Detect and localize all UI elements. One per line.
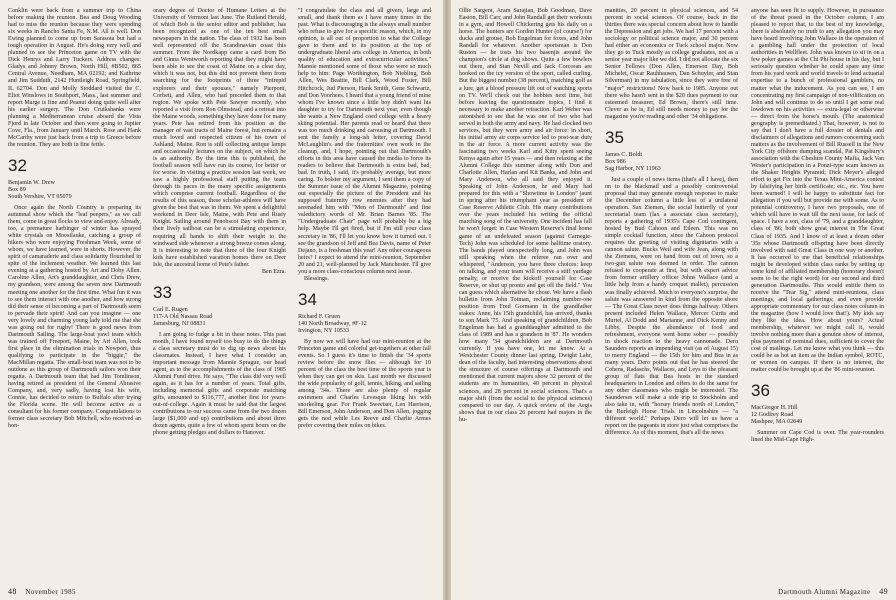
class-notes-text: Ollie Sargent, Aram Sarajian, Bob Goodman, Dave Easton, Bill Carr, and John Randall get their workouts in a gym, and Howell Chickering gets his daily on a horse. The hunters are Gordon Hunter (of course!) for ducks and grouse, Bob Engelman for foxes, and John Randall for whatever. Another sportsman is Don Ruston — he tosts his two basenjis around the champion's circle at dog shows. Quite a few bowlers out there, and Stan Nevill and Jack Corcoran are hooked on the icy version of the sport, called curling. But the biggest number (38 percent), matching golf as a lure, get a blood pressure lift out of watching sports on TV. We'll check out the hobbies next time, but before leaving the questionnaire topics, I find it necessary to make another retraction. Karl Weber was astonished to see that he was one of two who had served in both the army and navy. He had clocked two services, but they were army and air force: in short, his initial army air corps service led to post-war duty in the air force. A more current activity was the fascinating two weeks Karl and Kitty spent seeing Kenya again after 15 years — and then relaxing at the Alumni College this summer along with Don and Charlotte Allen, Harlan and Kit Banks, and John and Mary Anderson, who all said they enjoyed it. Speaking of John Anderson, he and Mary had prepared for this with a "Showtime in London" jaunt in spring after his triumphant year as president of Case Reserve Athletic Club. His many contributions over the years included his writing the official marching song of the university. One incident has fall he won't forget: in Case Western Reserve's final home game of an undefeated season (against Carnegie-Tech) John was scheduled for some halftime oratory. The bands played unexpectedly long, and John was still speaking when the referee ran over and whispered, "Anderson, you have three choices: keep on talking, and your team will receive a stiff yardage penalty, or receive the kickoff yourself for Case Reserve, or shut up pronto and get off the field." You can guess which alternative he chose. We have a flash bulletin from John Totman, reclaiming number-one position from Fred Gormann in the grandfather stakes: Anne, his 15th grandchild, has arrived, thanks to son Mark '75. And speaking of grandchildren, Bob Engelman has had a granddaughter admitted to the class of 1989 and has a grandson in '87. He wonders how many '34 grandchildren are at Dartmouth currently. If you have one, let me know. At a Westchester County dinner last spring, Dwight Lahr, dean of the faculty, had interesting observations about the structure of course offerings at Dartmouth and mentioned that current majors show 32 percent of the students are in humanities, 40 percent in physical sciences, and 28 percent in social sciences. That's a major shift (from the social to the physical sciences) compared to our day. A quick review of the Aegis shows that in our class 26 percent had majors in the hu- [459,8,592,423]
class-notes-text: "I congratulate the class and all givers, large and small, and thank them as I have many times in the past. What is discouraging is the always small number who refuse to give for a specific reason, which, in my opinion, is all out of proportion to what the College gave to them and to its position at the top of undergraduate liberal arts college in America, in both quality of education and extracurricular activities." Mannie mentioned some of those who were so much help to him: Page Worthington, Bob Niebling, Bob Allen, Wes Beattie, Bill Clark, Wood Foster, Bill Hitchcock, Jud Pierson, Hank Smith, Gene Schwartz, and Don Voorhees. I heard that a young friend of mine whom I've known since a little boy didn't want his daughter to try for Dartmouth next year, even though she wants a New England coed college with a heavy skiing potential. Her parents read or heard that there was too much drinking and carousing at Dartmouth. I sent the family a long-ish letter, covering David McLaughlin's and the fraternities' own work in the cleanup, and, I hope, pointing out that Dartmouth's efforts in this area have caused the media to force its readers to believe that Dartmouth is extra bad, bad, bad. In truth, I said, it's probably average, but more caring. To bolster my argument, I sent them a copy of the Summer issue of the Alumni Magazine, pointing out especially the picture of the President and his supposed fraternity row enemies after they had serenaded him with "Men of Dartmouth" and fine valedictory words of Mr. Brian Barnes '85. The "Undergraduate Chair" page will probably be a big help. Maybe I'll get fired, but if I'm still your class secretary in '86, I'll let you know how it turned out. I see the grandson of Jeff and Bea Davis, name of Peter Dejano, is a freshman this year! Any other courageous heirs? I expect to attend the mini-reunion, September 20 and 21, well-planned by Jack Manchester. I'll give you a more class-conscious column next issue. [298,8,431,275]
class-notes-text: orary degree of Doctor of Humane Letters at the University of Vermont last June. The Rutland Herald, of which Bob is the senior editor and publisher, has been recognized as one of the ten best small newspapers in the nation. The class of 1932 has been well represented off the Scandinavian coast this summer. From the Nordkapp came a card from Bo and Ginna Wentworth reporting that they might have been able to see the coast of Maine on a clear day, which it was not, but this did not prevent them from searching for the footprints of three "intrepid explorers and their spouses," namely Pierpont, Corbett, and Allen, who had preceded them to that region. We spoke with Pete Sawyer recently, who reported a visit from Ron Olmstead, and a retreat into the Maine woods, something they have done for many years. Pete has retired from his position as the manager of vast tracts of Maine forest, but remains a much loved and respected citizen of his town of Ashland, Maine. Ron is still collecting antique lamps and occasionally lectures on the subject, on which he is an authority. By the time this is published, the football season will have run its course, for better or for worse. In visiting a practice session last week, we saw a highly professional staff putting the team through its paces in the many specific assignments which comprise current football. Regardless of the results of this season, these scholar-athletes will have given the best that was in them. We spent a delightful weekend in Deer Isle, Maine, with Pete and Rusty Knight. Sailing around Penobscot Bay with them in their lively sailboat can be a stimulating experience, requiring all hands to shift their weight to the windward side whenever a strong breeze comes along. It is interesting to note that three of the four Knight kids have established vacation homes there on Deer Isle, the ancestral home of Pete's father. [153,8,286,268]
class-notes-text: Once again the North Country is preparing its autumnal show which the "leaf peepers," as we call them, come in great flocks to view and enjoy. Already, too, a premature harbinger of winter has sprayed white crystals on Moosilauke, catching a group of hikers who were enjoying Freshman Week, some of whom, we have learned, were in shorts. However, the spirit of camaraderie and class solidarity flourished in spite of the inclement weather. We learned this last evening at a gathering hosted by Art and Doby Allen. Caroline Allen, Art's granddaughter, and Chris Drew, my grandson, were among the seven new Dartmouth meeting one another for the first time. What fun it was to see them interact with one another, and how strong did their sense of becoming a part of Dartmouth seem to pervade their spirit! And can you imagine — one very lovely and charming young lady told me that she was going out for rugby! There is good news from Dartmouth Sailing. The large-boat yawl team which was trained off Freeport, Maine, by Art Allen, took first place in the elimination trials in Newport, thus qualifying to participate in the "biggie," the MacMillan regatta. The small-boat team was not to be outdone as this group of Dartmouth sailors won their regatta. A Dartmouth team that had Jim Tomlinson, having retired as president of the General Abrasive Company, and, very sadly, having lost his wife, Connie, has decided to return to Buffalo after trying the Florida scene. He will become active as a consultant for his former company. Congratulations to former class secretary Bob Mitchell, who received an hon- [8,204,141,430]
issue-date: November 1985 [25,588,76,596]
class-number-33: 33 [153,282,172,302]
secretary-street: 117-A Old Nassau Road [153,313,213,320]
secretary-street: 140 North Broadway, #F-12 [298,320,367,327]
right-page [451,0,896,600]
class-notes-text: Just a couple of news items (that's all I have), then on to the blackmail and a possibly controversial proposal that may generate enough response to make the December column a little less of a unilateral operation. Sax Ziemen, the social butterfly of your secretarial team (lax a associate class secretary), reports a gathering of 1935's Cape Cod contingent, hosted by Bud Cahoon and Eileen. This was no simple cocktail function, since the Cahoon protocol requires the greeting of visiting dignitaries with a cannon salute. Bucks Weil and wife Jean, along with the Ziemens, were on hand from out of town, so a two-gun salute was deemed in order. The cannon refused to cooperate at first, but with expert advice from former artillery officer Johns Wallace (and a little help from a handy croquet mallet), percussion was finally achieved. Much to everyone's surprise, the salute was answered in kind from the opposite shore — The Great Class never does things halfway. Others present included Helen Wallace, Mercer Curtis and Muriel, Al Dodd and Marianne, and Dick Kenny and Libby. Despite the abundance of food and refreshment, everyone went home sober — possibly in shock reaction to the heavy cannonade. Dero Saunders reports an impending visit (as of August 15) to merry England — the 15th for him and Bea in as many years. Dero points out that he has steered the Cohens, Radaschs, Wallaces, and Leys to the pleasant group of flats that Bea hosts in the standard headquarters in London and offers to do the same for any other classmates who might be interested. The Saunderses will make a side trip to Stockholm and also take in, with "horsey friends north of London," the Burleigh Horse Trials in Lincolnshire — "a different world." Perhaps Dero will let us have a report on the pageants in store just what comprises the difference. As of this moment, that's all the news [605,176,738,437]
secretary-town: Irvington, NY 10533 [298,327,350,334]
class-number-36: 36 [751,381,770,401]
class-number-32: 32 [8,155,27,175]
secretary-name: Richard F. Gruen [298,313,340,320]
class-notes-text: Summer on Cape Cod is over. The year-rounders lined the Mid-Cape High- [751,430,884,444]
right-footer [778,587,888,596]
signature: Ben Ezra. [261,268,286,275]
gutter [443,0,451,600]
class-number-35: 35 [605,127,624,147]
class-notes-text: anyone has seen fit to supply. However, in pursuance of the threat posed in the October column, I am pleased to report that, to the best of my knowledge, there is absolutely no truth to any allegation you may have heard involving John Wallace in the operation of a gambling hall under the protection of local authorities in Wellfleet. John was known to sit in on a few poker games at the Chi Phi house in his day, but I seriously question whether he could spare any time from his yard work and world travels to lend actuarial expertise to a bunch of professional gamblers, no matter what the inducement. As you can see, I am concentrating my first campaign of non-vilification on John and will continue to do so until I get some real lowdown on his activities — extra-legal or otherwise — direct from the horse's mouth. (The anatomical geography is premeditated.) That, however, is not to say that I don't have a full dossier of denials and disclaimers of allegations and rumors concerning such matters as the involvement of Bill Russell in the New York City offshore dumping scandal, Pat Kingsbury's association with the Cheshire County Mafia, Jack Van Wester's participation in a Ponzi-type scam known as the Shaker Heights Pyramid; Dick Meyer's alleged effort to get Fix into the Texas Mini-America contest by falsifying her birth certificate; etc., etc. You have been warned! I will be happy to substitute fact for allegation if you will but provide me with some. As to potential controversy, I have two proposals, one of which will have to wait till the next issue, for lack of space. I have a son, class of '79, and a granddaughter, class of '86; both show great interest in The Great Class of 1935. And I know of at least a dozen other '35s whose Dartmouth offspring have been directly involved with said Great Class in one way or another. It has occurred to me that beneficial relationships might be developed within class ranks by setting up some kind of affiliated membership (honorary doesn't seem to be the right word) for our second and third generation Dartmouths. This would entitle them to receive the "Tear Sig," attend mini-reunions, class meetings, and local gatherings; and even provide appropriate commentary for our class notes column in the magazine (how I would love that!). My kids say they like the idea. How about yours? Actual membership, whatever we might call it, would involve nothing more than a genuine show of interest, plus payment of nominal dues, sufficient to cover the cost of mailings. Let me know what you think — this could be as hot an item as the Indian symbol, ROTC, or women on campus. If there is no interest, the matter could be brought up at the '86 mini-reunion. [751,8,884,374]
secretary-name: Benjamin W. Drew [8,179,55,186]
left-footer [8,587,76,596]
class-notes-text: Conklin were back from a summer trip to China before making the reunion. Bea and Doug Wooding had to miss the reunion because they were spending six weeks in Rancho Santa Fe, N.M. All is well. Don Ewing planned to come up from Sarasota but had a tough operation in August. He's doing very well and planned to see the Princeton game on TV with the Dick Henrys and Larry Tuckers. Address changes: Gladys and Johnny Brown, North Hill, #B502, 865 Central Avenue, Needham, MA 02192; and Kathrine and Jim Sudduth, 2142 Huntleigh Road, Springfield, IL 62704. Don and Molly Stoddard visited the C. Eliot Winslows in Southport, Mass., last summer and report Marge is fine and Peanut doing quite well after his earlier surgery. The Don Cruikshanks were planning a Mediterranean cruise aboard the Vista Fjord in late October and then were going to Jupiter Cove, Fla., from January until March. Rose and Hank McCarthy were just back from a trip to Greece before the reunion. They are both in fine fettle. [8,8,141,148]
column-1 [8,8,141,430]
class-notes-text: manities, 20 percent in physical sciences, and 54 percent in social sciences. Of course, back in the thirties there was special concern about how to handle the Depression and get jobs. We had 17 percent with a sociology or political science major, and 30 percent had either an economics or Tuck school major. Now they go to Tuck mostly as college graduates, not as a senior year major like we did. I did not allocate the six Senior Fellows (Don Allen, Emerson Day, Bob Michelet, Oscar Rauhhausen, Dan Schuyler, and Stan Silverman) in my tabulation, since they were free of "major" restrictions! Now back to 1985. Anyone out there who hasn't sent in the $20 dues payment to our esteemed treasurer, Ed Brown, there's still time. Clever as he is, Ed still needs money to pay for the magazine you're reading and other '34 obligations. [605,8,739,120]
secretary-town: South Vershire, VT 05079 [8,193,72,200]
secretary-name: Carl E. Rugen [153,306,188,313]
class-notes-text: By now we will have had our mini-reunion at the Princeton game and colorful get-togethers at other fall events. So I guess it's time to finish the '34 sports review before the snow flies — although for 10 percent of the class the best time of the sports year is when they can get on skis. Last month we discussed the wide popularity of golf, tennis, hiking, and sailing among '34s. There are also plenty of regular swimmers and Charles Levesque liking his with snorkeling gear. For Frank Sweetser, Len Harrison, Bill Emerson, John Anderson, and Don Allen, jogging gets the nod while Les Reeve and Charlie Armes prefer covering their miles on bikes. [298,338,431,430]
secretary-town: Mashpee, MA 02649 [751,419,803,426]
secretary-address [605,152,738,173]
closing: Blessings. [304,275,329,282]
secretary-box: Box 89 [8,186,26,193]
page-number: 49 [879,587,888,596]
secretary-name: James C. Boldt [605,151,643,158]
secretary-name: MacGregor H. Hill [751,405,798,412]
secretary-address [153,307,286,328]
secretary-address [751,405,884,426]
secretary-street: 12 Godfrey Road [751,412,794,419]
secretary-address [8,180,141,201]
left-page [0,0,443,600]
column-3 [298,8,431,430]
column-6 [751,8,884,445]
secretary-town: Sag Harbor, NY 11963 [605,165,661,172]
page-number: 48 [8,587,17,596]
secretary-address [298,314,431,335]
secretary-box: Box 986 [605,158,626,165]
column-2 [153,8,286,437]
class-number-34: 34 [298,289,317,309]
column-5 [605,8,738,437]
class-notes-text: I am going to fudge a bit in these notes. This past month, I have found myself too busy to do the things a class secretary must do to dig up news about his classmates. Instead, I have what I consider an important message from Mannie Sprague, our head agent, as to the accomplishments of the class of 1985 Alumni Fund drive. He says, "The class did very well again, as it has for a number of years. Total gifts, including memorial gifts and corporate matching gifts, amounted to $116,777, another first for years-out-of-college. Again it must be said that the largest contributions to our success came from the two dozen large ($1,000 and up) contributions and about three dozen agents, quite a few of whom spent hours on the phone getting pledges and dollars to Hanover. [153,331,286,437]
column-4 [459,8,592,424]
secretary-town: Jamesburg, NJ 08831 [153,320,206,327]
magazine-name: Dartmouth Alumni Magazine [778,588,871,596]
